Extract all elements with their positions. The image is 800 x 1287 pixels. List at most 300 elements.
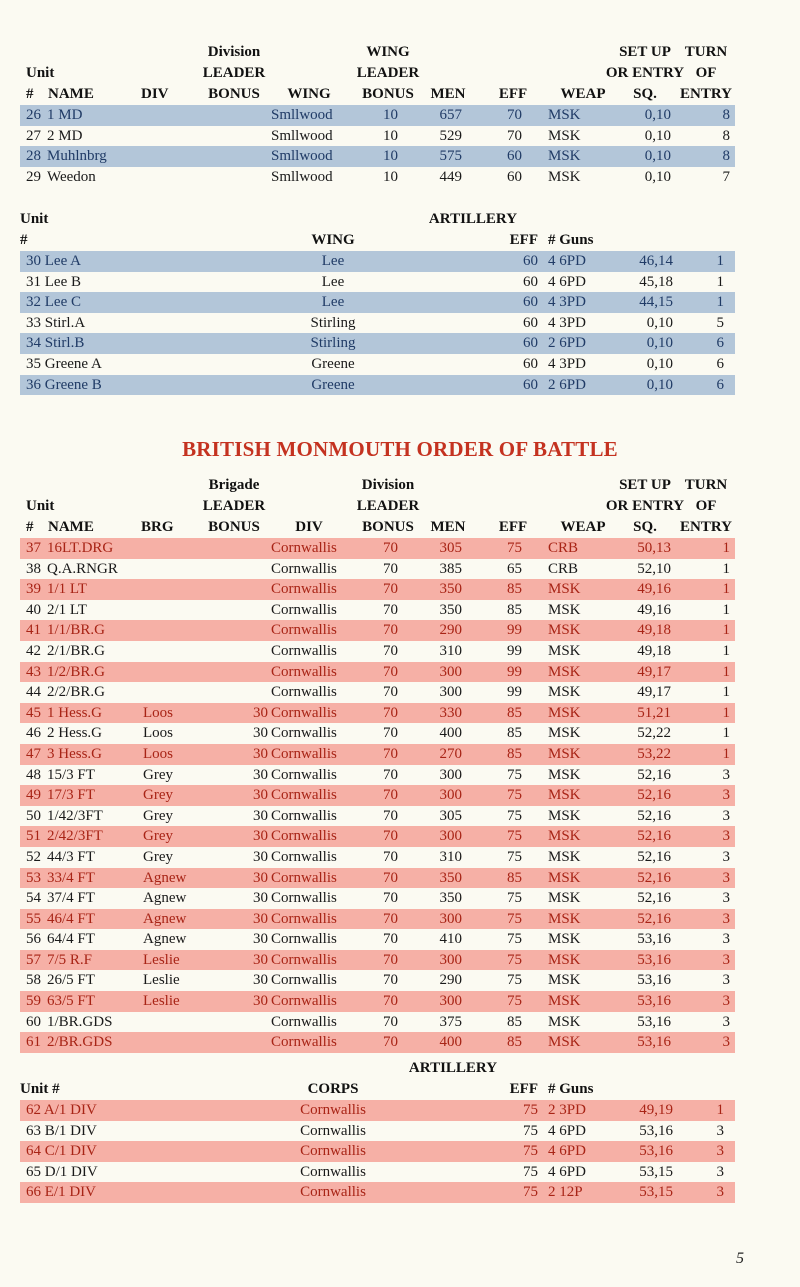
command-bonus: 70 (383, 704, 398, 721)
efficiency: 85 (507, 704, 522, 721)
table-row (20, 970, 735, 991)
unit-number: 29 (26, 168, 41, 185)
entry-turn: 1 (722, 663, 730, 680)
leader-bonus: 30 (253, 787, 268, 804)
efficiency: 85 (507, 601, 522, 618)
men: 305 (439, 807, 462, 824)
weapon: CRB (548, 540, 579, 556)
unit-name: Q.A.RNGR (47, 560, 118, 577)
artillery-hdr-group: EFF (509, 1081, 538, 1097)
table-row (20, 375, 735, 396)
table-row (20, 292, 735, 313)
command: Cornwallis (271, 951, 337, 968)
setup-square: 53,15 (639, 1184, 673, 1201)
weapon: MSK (548, 848, 581, 865)
command: Cornwallis (271, 581, 337, 598)
setup-square: 0,10 (646, 376, 673, 393)
efficiency: 75 (523, 1102, 538, 1118)
unit-number: 27 (26, 127, 41, 144)
command: Cornwallis (300, 1143, 366, 1160)
command: Cornwallis (271, 890, 337, 907)
table-row (20, 765, 735, 786)
hdr-leader-bonus-2: WING (366, 44, 410, 60)
hdr-men: MEN (430, 519, 466, 535)
table-row (20, 744, 735, 765)
setup-square: 52,16 (637, 848, 671, 865)
unit-number: 26 (26, 107, 41, 123)
table-row (20, 146, 735, 167)
entry-turn: 8 (722, 127, 730, 144)
unit-number: 59 (26, 993, 41, 1010)
setup-square: 53,16 (637, 972, 671, 989)
command: Cornwallis (271, 540, 337, 556)
british-units-table (20, 475, 735, 1053)
unit-name: 17/3 FT (47, 787, 95, 804)
weapon: MSK (548, 993, 581, 1010)
command-bonus: 10 (383, 127, 398, 144)
men: 300 (439, 828, 462, 845)
unit-name: 33/4 FT (47, 869, 95, 886)
entry-turn: 5 (716, 314, 724, 331)
hdr-num: Unit (26, 498, 55, 514)
men: 300 (439, 993, 462, 1010)
unit-name: 37/4 FT (47, 890, 95, 907)
efficiency: 75 (523, 1122, 538, 1139)
command: Cornwallis (300, 1163, 366, 1180)
men: 400 (439, 1034, 462, 1051)
artillery-unit: 33 Stirl.A (26, 314, 86, 331)
unit-name: 64/4 FT (47, 931, 95, 948)
weapon: MSK (548, 622, 581, 639)
command-bonus: 70 (383, 560, 398, 577)
efficiency: 85 (507, 1034, 522, 1051)
command-bonus: 70 (383, 1034, 398, 1051)
artillery-unit: 35 Greene A (26, 355, 102, 372)
table-row (20, 641, 735, 662)
hdr-group: DIV (141, 86, 169, 102)
entry-turn: 3 (716, 1163, 724, 1180)
unit-name: 63/5 FT (47, 993, 95, 1010)
setup-square: 52,16 (637, 787, 671, 804)
efficiency: 75 (523, 1143, 538, 1160)
entry-turn: 8 (722, 107, 730, 123)
artillery-hdr-leader-bonus: # Guns (548, 1081, 594, 1097)
setup-square: 49,18 (637, 622, 671, 639)
setup-square: 49,16 (637, 581, 671, 598)
hdr-sq: SET UP (619, 44, 671, 60)
table-row (20, 167, 735, 188)
men: 305 (439, 540, 462, 556)
command: Cornwallis (271, 1034, 337, 1051)
command-bonus: 70 (383, 642, 398, 659)
hdr-num: Unit (26, 65, 55, 81)
hdr-turn: TURN (684, 477, 728, 493)
artillery-unit: 34 Stirl.B (26, 335, 85, 352)
header-row (20, 496, 735, 517)
setup-square: 53,16 (639, 1143, 673, 1160)
leader-bonus: 30 (253, 766, 268, 783)
table-row (20, 662, 735, 683)
group: Agnew (143, 931, 187, 948)
command-bonus: 70 (383, 663, 398, 680)
hdr-sq: SQ. (633, 86, 657, 102)
command: Cornwallis (271, 787, 337, 804)
command: Cornwallis (271, 663, 337, 680)
table-row (20, 313, 735, 334)
table-row (20, 600, 735, 621)
command-bonus: 70 (383, 848, 398, 865)
british-artillery-table (20, 1058, 735, 1203)
weapon: MSK (548, 931, 581, 948)
men: 300 (439, 951, 462, 968)
entry-turn: 3 (722, 766, 730, 783)
entry-turn: 3 (722, 828, 730, 845)
table-row (20, 272, 735, 293)
efficiency: 75 (507, 972, 522, 989)
command: Cornwallis (271, 848, 337, 865)
unit-name: 2/1 LT (47, 601, 87, 618)
unit-name: 1/2/BR.G (47, 663, 105, 680)
command: Cornwallis (271, 766, 337, 783)
hdr-weap: WEAP (560, 519, 606, 535)
unit-name: 2/42/3FT (47, 828, 103, 845)
guns: 4 6PD (548, 1122, 586, 1139)
setup-square: 53,15 (639, 1163, 673, 1180)
men: 575 (439, 148, 462, 165)
efficiency: 85 (507, 725, 522, 742)
efficiency: 60 (523, 335, 538, 352)
guns: 2 6PD (548, 376, 586, 393)
setup-square: 52,16 (637, 869, 671, 886)
setup-square: 53,16 (637, 951, 671, 968)
setup-square: 46,14 (639, 253, 673, 269)
weapon: MSK (548, 684, 581, 701)
unit-name: 26/5 FT (47, 972, 95, 989)
guns: 2 3PD (548, 1102, 586, 1118)
unit-name: 2/1/BR.G (47, 642, 105, 659)
command-bonus: 70 (383, 869, 398, 886)
command-bonus: 10 (383, 148, 398, 165)
command: Cornwallis (271, 931, 337, 948)
hdr-eff: EFF (498, 86, 528, 102)
hdr-leader-bonus: Division (207, 44, 261, 60)
leader-bonus: 30 (253, 745, 268, 762)
unit-number: 43 (26, 663, 41, 680)
leader-bonus: 30 (253, 828, 268, 845)
artillery-hdr-name: ARTILLERY (408, 1060, 498, 1076)
unit-name: 7/5 R.F (47, 951, 93, 968)
leader-bonus: 30 (253, 869, 268, 886)
entry-turn: 3 (722, 787, 730, 804)
command: Cornwallis (271, 993, 337, 1010)
unit-name: 2/2/BR.G (47, 684, 105, 701)
unit-name: 2/BR.GDS (47, 1034, 113, 1051)
artillery-hdr-name: ARTILLERY (428, 211, 518, 227)
weapon: MSK (548, 890, 581, 907)
unit-number: 49 (26, 787, 41, 804)
setup-square: 52,16 (637, 828, 671, 845)
unit-name: 15/3 FT (47, 766, 95, 783)
weapon: MSK (548, 642, 581, 659)
setup-square: 0,10 (644, 168, 671, 185)
command: Cornwallis (271, 642, 337, 659)
command-bonus: 70 (383, 766, 398, 783)
command: Cornwallis (271, 869, 337, 886)
entry-turn: 6 (716, 376, 724, 393)
hdr-leader-bonus: BONUS (208, 519, 260, 535)
men: 410 (439, 931, 462, 948)
entry-turn: 1 (722, 704, 730, 721)
hdr-turn: OF (695, 65, 717, 81)
unit-number: 51 (26, 828, 41, 845)
efficiency: 75 (507, 951, 522, 968)
header-row (20, 1079, 735, 1100)
efficiency: 75 (507, 828, 522, 845)
setup-square: 49,19 (639, 1102, 673, 1118)
command: Cornwallis (271, 684, 337, 701)
command-bonus: 70 (383, 890, 398, 907)
men: 330 (439, 704, 462, 721)
table-row (20, 806, 735, 827)
command: Cornwallis (271, 910, 337, 927)
men: 400 (439, 725, 462, 742)
table-row (20, 1012, 735, 1033)
command: Cornwallis (300, 1102, 366, 1118)
unit-name: 3 Hess.G (47, 745, 102, 762)
weapon: CRB (548, 560, 579, 577)
leader-bonus: 30 (253, 931, 268, 948)
hdr-num: # (26, 86, 34, 102)
entry-turn: 3 (722, 869, 730, 886)
weapon: MSK (548, 807, 581, 824)
group: Leslie (143, 951, 180, 968)
entry-turn: 1 (716, 253, 724, 269)
entry-turn: 1 (716, 1102, 724, 1118)
group: Agnew (143, 910, 187, 927)
efficiency: 65 (507, 560, 522, 577)
table-row (20, 1182, 735, 1203)
men: 300 (439, 684, 462, 701)
command-bonus: 70 (383, 601, 398, 618)
setup-square: 49,16 (637, 601, 671, 618)
group: Loos (143, 704, 173, 721)
table-row (20, 559, 735, 580)
men: 350 (439, 869, 462, 886)
hdr-leader-bonus-2: LEADER (356, 65, 420, 81)
entry-turn: 1 (722, 684, 730, 701)
table-row (20, 868, 735, 889)
efficiency: 99 (507, 663, 522, 680)
setup-square: 53,16 (637, 993, 671, 1010)
unit-name: 2 Hess.G (47, 725, 102, 742)
men: 300 (439, 787, 462, 804)
group: Leslie (143, 972, 180, 989)
artillery-unit: 62 A/1 DIV (26, 1102, 97, 1118)
unit-name: 1/1 LT (47, 581, 87, 598)
setup-square: 52,16 (637, 890, 671, 907)
efficiency: 60 (523, 314, 538, 331)
men: 385 (439, 560, 462, 577)
artillery-unit: 63 B/1 DIV (26, 1122, 97, 1139)
unit-number: 28 (26, 148, 41, 165)
guns: 4 3PD (548, 314, 586, 331)
table-row (20, 929, 735, 950)
hdr-leader-bonus-2: Division (361, 477, 415, 493)
leader-bonus: 30 (253, 848, 268, 865)
weapon: MSK (548, 869, 581, 886)
unit-name: Weedon (47, 168, 96, 185)
hdr-turn: TURN (684, 44, 728, 60)
header-row (20, 475, 735, 496)
guns: 4 3PD (548, 294, 586, 311)
unit-number: 52 (26, 848, 41, 865)
artillery-hdr-group: EFF (509, 232, 538, 248)
efficiency: 75 (507, 848, 522, 865)
unit-number: 41 (26, 622, 41, 639)
setup-square: 52,16 (637, 766, 671, 783)
unit-name: 2 MD (47, 127, 83, 144)
header-row (20, 63, 735, 84)
unit-number: 48 (26, 766, 41, 783)
men: 300 (439, 910, 462, 927)
hdr-leader-bonus: BONUS (208, 86, 260, 102)
hdr-leader-bonus-2: BONUS (362, 86, 414, 102)
guns: 2 6PD (548, 335, 586, 352)
hdr-group-2: DIV (295, 519, 323, 535)
command: Cornwallis (271, 704, 337, 721)
command-bonus: 10 (383, 107, 398, 123)
command-bonus: 70 (383, 725, 398, 742)
efficiency: 85 (507, 581, 522, 598)
men: 529 (439, 127, 462, 144)
weapon: MSK (548, 745, 581, 762)
unit-number: 58 (26, 972, 41, 989)
artillery-hdr-leader-bonus: # Guns (548, 232, 594, 248)
efficiency: 70 (507, 127, 522, 144)
hdr-name: NAME (48, 519, 94, 535)
weapon: MSK (548, 663, 581, 680)
hdr-leader-bonus: LEADER (202, 498, 266, 514)
command: Greene (311, 355, 355, 372)
efficiency: 60 (523, 355, 538, 372)
entry-turn: 3 (716, 1184, 724, 1201)
group: Loos (143, 725, 173, 742)
hdr-leader-bonus: LEADER (202, 65, 266, 81)
unit-number: 46 (26, 725, 41, 742)
men: 375 (439, 1013, 462, 1030)
command-bonus: 70 (383, 622, 398, 639)
setup-square: 44,15 (639, 294, 673, 311)
command: Cornwallis (271, 828, 337, 845)
leader-bonus: 30 (253, 972, 268, 989)
men: 310 (439, 848, 462, 865)
artillery-hdr-num: Unit (20, 211, 49, 227)
efficiency: 75 (507, 766, 522, 783)
unit-number: 37 (26, 540, 41, 556)
entry-turn: 3 (722, 890, 730, 907)
men: 350 (439, 601, 462, 618)
entry-turn: 3 (722, 1034, 730, 1051)
unit-name: 46/4 FT (47, 910, 95, 927)
setup-square: 49,17 (637, 663, 671, 680)
command: Smllwood (271, 148, 333, 165)
unit-name: 1/42/3FT (47, 807, 103, 824)
table-row (20, 909, 735, 930)
entry-turn: 8 (722, 148, 730, 165)
hdr-sq: SET UP (619, 477, 671, 493)
table-row (20, 826, 735, 847)
artillery-unit: 65 D/1 DIV (26, 1163, 98, 1180)
hdr-weap: WEAP (560, 86, 606, 102)
setup-square: 52,16 (637, 807, 671, 824)
unit-number: 60 (26, 1013, 41, 1030)
guns: 4 6PD (548, 1163, 586, 1180)
men: 310 (439, 642, 462, 659)
entry-turn: 1 (722, 560, 730, 577)
entry-turn: 3 (716, 1122, 724, 1139)
unit-number: 38 (26, 560, 41, 577)
setup-square: 52,16 (637, 910, 671, 927)
leader-bonus: 30 (253, 725, 268, 742)
unit-name: 1 Hess.G (47, 704, 102, 721)
setup-square: 53,16 (637, 1013, 671, 1030)
entry-turn: 3 (722, 848, 730, 865)
hdr-men: MEN (430, 86, 466, 102)
weapon: MSK (548, 127, 581, 144)
weapon: MSK (548, 581, 581, 598)
weapon: MSK (548, 1034, 581, 1051)
men: 657 (439, 107, 462, 123)
setup-square: 49,17 (637, 684, 671, 701)
efficiency: 60 (507, 168, 522, 185)
table-row (20, 105, 735, 126)
efficiency: 70 (507, 107, 522, 123)
men: 270 (439, 745, 462, 762)
command: Lee (321, 294, 345, 311)
page-number: 5 (736, 1250, 744, 1267)
hdr-leader-bonus-2: LEADER (356, 498, 420, 514)
men: 300 (439, 663, 462, 680)
table-row (20, 354, 735, 375)
group: Leslie (143, 993, 180, 1010)
weapon: MSK (548, 704, 581, 721)
command: Cornwallis (271, 807, 337, 824)
efficiency: 75 (507, 993, 522, 1010)
group: Loos (143, 745, 173, 762)
setup-square: 51,21 (637, 704, 671, 721)
guns: 2 12P (548, 1184, 583, 1201)
entry-turn: 1 (716, 294, 724, 311)
guns: 4 3PD (548, 355, 586, 372)
efficiency: 85 (507, 745, 522, 762)
guns: 4 6PD (548, 273, 586, 290)
command-bonus: 70 (383, 787, 398, 804)
setup-square: 0,10 (646, 335, 673, 352)
setup-square: 0,10 (646, 314, 673, 331)
setup-square: 53,22 (637, 745, 671, 762)
artillery-unit: 30 Lee A (26, 253, 81, 269)
table-row (20, 620, 735, 641)
hdr-turn: ENTRY (680, 86, 732, 102)
unit-number: 56 (26, 931, 41, 948)
setup-square: 0,10 (644, 107, 671, 123)
leader-bonus: 30 (253, 993, 268, 1010)
command: Smllwood (271, 107, 333, 123)
table-row (20, 950, 735, 971)
command: Lee (321, 273, 345, 290)
table-row (20, 126, 735, 147)
command-bonus: 70 (383, 581, 398, 598)
